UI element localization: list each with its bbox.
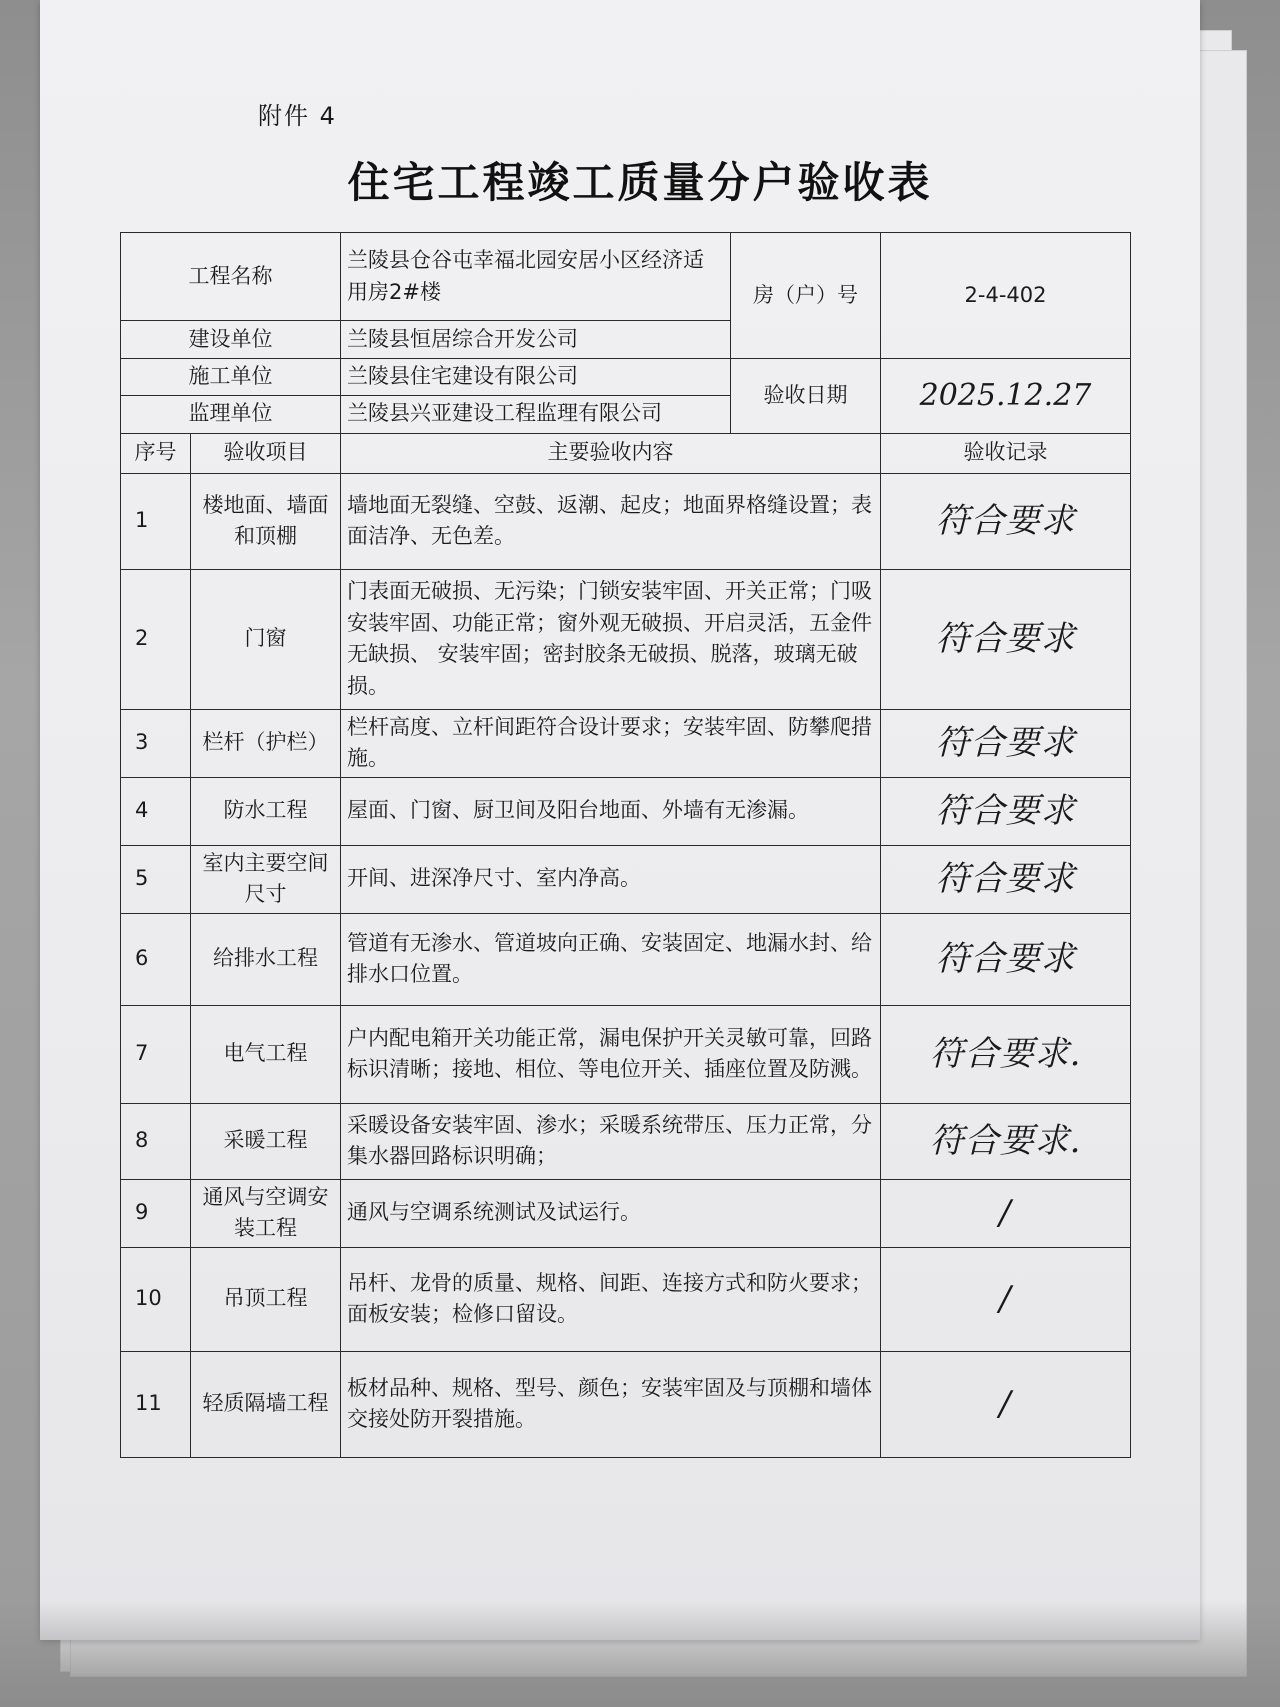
row-seq: 4	[121, 777, 191, 845]
column-header-content: 主要验收内容	[341, 433, 881, 473]
row-seq: 2	[121, 569, 191, 709]
table-row	[121, 1179, 1131, 1247]
row-item: 通风与空调安装工程	[191, 1179, 341, 1247]
row-record-signature: 符合要求	[881, 777, 1131, 845]
table-row	[121, 1351, 1131, 1457]
builder-label: 建设单位	[121, 321, 341, 359]
row-seq: 6	[121, 913, 191, 1005]
table-row	[121, 1103, 1131, 1179]
date-signature: 2025.12.27	[881, 359, 1131, 434]
page-title: 住宅工程竣工质量分户验收表	[347, 158, 933, 207]
header-row-contractor	[121, 359, 1131, 396]
row-item: 防水工程	[191, 777, 341, 845]
row-content: 板材品种、规格、型号、颜色；安装牢固及与顶棚和墙体交接处防开裂措施。	[341, 1351, 881, 1457]
row-item: 室内主要空间尺寸	[191, 845, 341, 913]
builder-value: 兰陵县恒居综合开发公司	[341, 321, 731, 359]
column-header-row	[121, 433, 1131, 473]
attachment-label: 附件 4	[258, 102, 337, 130]
supervisor-value: 兰陵县兴亚建设工程监理有限公司	[341, 395, 731, 433]
row-seq: 5	[121, 845, 191, 913]
row-item: 给排水工程	[191, 913, 341, 1005]
table-row	[121, 845, 1131, 913]
table-row	[121, 1005, 1131, 1103]
room-no-label: 房（户）号	[731, 233, 881, 359]
row-content: 墙地面无裂缝、空鼓、返潮、起皮；地面界格缝设置；表面洁净、无色差。	[341, 473, 881, 569]
row-seq: 11	[121, 1351, 191, 1457]
row-item: 栏杆（护栏）	[191, 709, 341, 777]
row-seq: 1	[121, 473, 191, 569]
row-seq: 8	[121, 1103, 191, 1179]
row-content: 户内配电箱开关功能正常，漏电保护开关灵敏可靠，回路标识清晰；接地、相位、等电位开关、插座位置及防溅。	[341, 1005, 881, 1103]
table-row	[121, 913, 1131, 1005]
column-header-seq: 序号	[121, 433, 191, 473]
table-row	[121, 569, 1131, 709]
date-label: 验收日期	[731, 359, 881, 434]
row-record-signature: /	[881, 1247, 1131, 1351]
column-header-record: 验收记录	[881, 433, 1131, 473]
row-item: 楼地面、墙面和顶棚	[191, 473, 341, 569]
row-record-signature: 符合要求	[881, 569, 1131, 709]
row-record-signature: /	[881, 1179, 1131, 1247]
row-content: 屋面、门窗、厨卫间及阳台地面、外墙有无渗漏。	[341, 777, 881, 845]
row-record-signature: 符合要求.	[881, 1103, 1131, 1179]
row-item: 门窗	[191, 569, 341, 709]
column-header-item: 验收项目	[191, 433, 341, 473]
supervisor-label: 监理单位	[121, 395, 341, 433]
row-seq: 9	[121, 1179, 191, 1247]
table-row	[121, 709, 1131, 777]
contractor-label: 施工单位	[121, 359, 341, 396]
row-content: 吊杆、龙骨的质量、规格、间距、连接方式和防火要求；面板安装；检修口留设。	[341, 1247, 881, 1351]
row-content: 通风与空调系统测试及试运行。	[341, 1179, 881, 1247]
row-record-signature: 符合要求	[881, 473, 1131, 569]
row-seq: 3	[121, 709, 191, 777]
table-row	[121, 777, 1131, 845]
row-record-signature: 符合要求	[881, 709, 1131, 777]
acceptance-form-table	[120, 232, 1131, 1458]
header-row-project	[121, 233, 1131, 321]
row-seq: 7	[121, 1005, 191, 1103]
row-record-signature: 符合要求	[881, 845, 1131, 913]
bottom-shadow	[0, 1600, 1280, 1707]
row-content: 管道有无渗水、管道坡向正确、安装固定、地漏水封、给排水口位置。	[341, 913, 881, 1005]
row-seq: 10	[121, 1247, 191, 1351]
row-content: 开间、进深净尺寸、室内净高。	[341, 845, 881, 913]
row-content: 栏杆高度、立杆间距符合设计要求；安装牢固、防攀爬措施。	[341, 709, 881, 777]
table-row	[121, 1247, 1131, 1351]
row-record-signature: 符合要求.	[881, 1005, 1131, 1103]
contractor-value: 兰陵县住宅建设有限公司	[341, 359, 731, 396]
row-item: 轻质隔墙工程	[191, 1351, 341, 1457]
row-record-signature: 符合要求	[881, 913, 1131, 1005]
row-item: 吊顶工程	[191, 1247, 341, 1351]
row-content: 门表面无破损、无污染；门锁安装牢固、开关正常；门吸安装牢固、功能正常；窗外观无破损、开启灵活，五金件无缺损、 安装牢固；密封胶条无破损、脱落，玻璃无破损。	[341, 569, 881, 709]
table-row	[121, 473, 1131, 569]
row-record-signature: /	[881, 1351, 1131, 1457]
room-no-value: 2-4-402	[881, 233, 1131, 359]
row-item: 采暖工程	[191, 1103, 341, 1179]
project-name-value: 兰陵县仓谷屯幸福北园安居小区经济适用房2#楼	[341, 233, 731, 321]
row-item: 电气工程	[191, 1005, 341, 1103]
project-name-label: 工程名称	[121, 233, 341, 321]
row-content: 采暖设备安装牢固、渗水；采暖系统带压、压力正常，分集水器回路标识明确；	[341, 1103, 881, 1179]
